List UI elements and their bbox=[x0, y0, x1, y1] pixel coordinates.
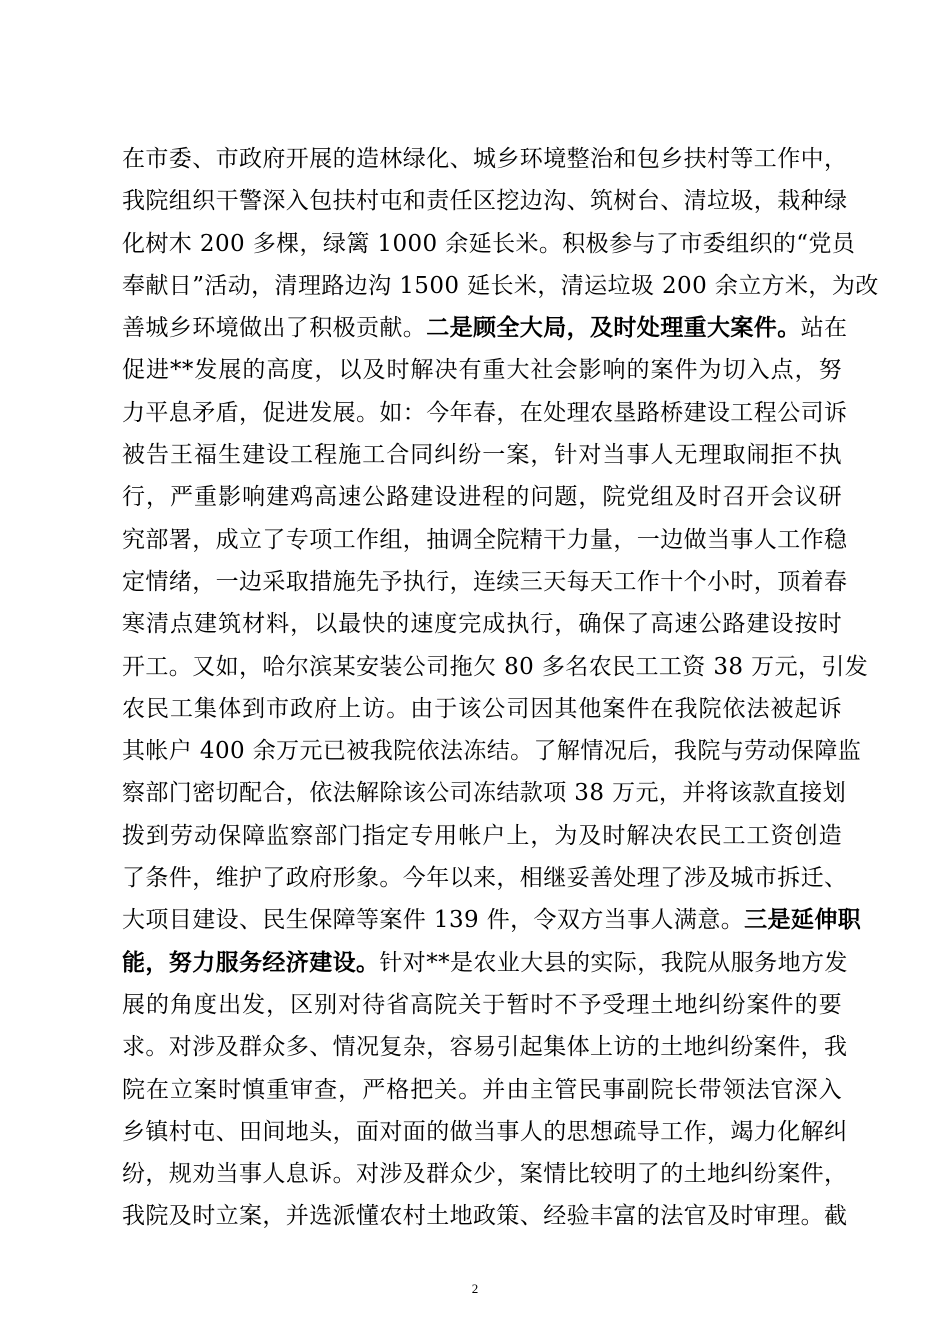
text-line bbox=[122, 942, 848, 984]
body-paragraph bbox=[122, 138, 879, 1238]
text-line bbox=[122, 519, 848, 561]
bold-heading-segment: 二是顾全大局，及时处理重大案件。 bbox=[426, 314, 801, 342]
text-line bbox=[122, 349, 842, 391]
text-line bbox=[122, 392, 848, 434]
text-line bbox=[122, 984, 842, 1026]
text-segment: 院在立案时慎重审查，严格把关。并由主管民事副院长带领法官深入 bbox=[122, 1076, 842, 1103]
text-line bbox=[122, 1111, 848, 1153]
text-segment: 察部门密切配合，依法解除该公司冻结款项 38 万元，并将该款直接划 bbox=[122, 780, 847, 807]
text-line bbox=[122, 899, 862, 941]
text-line bbox=[122, 434, 842, 476]
bold-heading-segment: 能，努力服务经济建设。 bbox=[122, 948, 380, 976]
text-segment: 我院及时立案，并选派懂农村土地政策、经验丰富的法官及时审理。截 bbox=[122, 1203, 848, 1230]
text-segment: 力平息矛盾，促进发展。如：今年春，在处理农垦路桥建设工程公司诉 bbox=[122, 399, 848, 426]
text-line bbox=[122, 603, 842, 645]
text-line bbox=[122, 561, 848, 603]
text-segment: 促进**发展的高度，以及时解决有重大社会影响的案件为切入点，努 bbox=[122, 357, 842, 384]
text-line bbox=[122, 772, 847, 814]
text-segment: 开工。又如，哈尔滨某安装公司拖欠 80 多名农民工工资 38 万元，引发 bbox=[122, 653, 869, 680]
text-line bbox=[122, 1069, 842, 1111]
text-line bbox=[122, 646, 869, 688]
text-segment: 寒清点建筑材料，以最快的速度完成执行，确保了高速公路建设按时 bbox=[122, 611, 842, 638]
text-line bbox=[122, 180, 848, 222]
text-line bbox=[122, 1026, 848, 1068]
text-segment: 在市委、市政府开展的造林绿化、城乡环境整治和包乡扶村等工作中， bbox=[122, 146, 848, 172]
text-line bbox=[122, 1153, 848, 1195]
text-segment: 究部署，成立了专项工作组，抽调全院精干力量，一边做当事人工作稳 bbox=[122, 526, 848, 553]
text-segment: 针对**是农业大县的实际，我院从服务地方发 bbox=[379, 949, 848, 976]
text-segment: 大项目建设、民生保障等案件 139 件，令双方当事人满意。 bbox=[122, 907, 745, 934]
page-number: 2 bbox=[471, 1281, 479, 1296]
text-segment: 求。对涉及群众多、情况复杂，容易引起集体上访的土地纠纷案件，我 bbox=[122, 1034, 848, 1061]
text-line bbox=[122, 223, 856, 265]
text-segment: 了条件，维护了政府形象。今年以来，相继妥善处理了涉及城市拆迁、 bbox=[122, 865, 848, 892]
text-line bbox=[122, 138, 848, 180]
text-segment: 展的角度出发，区别对待省高院关于暂时不予受理土地纠纷案件的要 bbox=[122, 991, 842, 1018]
text-line bbox=[122, 730, 862, 772]
text-segment: 善城乡环境做出了积极贡献。 bbox=[122, 315, 427, 342]
text-line bbox=[122, 307, 848, 349]
text-line bbox=[122, 688, 842, 730]
text-segment: 纷，规劝当事人息诉。对涉及群众少，案情比较明了的土地纠纷案件， bbox=[122, 1161, 848, 1188]
text-line bbox=[122, 1195, 848, 1237]
text-segment: 拨到劳动保障监察部门指定专用帐户上，为及时解决农民工工资创造 bbox=[122, 822, 842, 849]
text-line bbox=[122, 265, 879, 307]
text-line bbox=[122, 815, 842, 857]
text-segment: 化树木 200 多棵，绿篱 1000 余延长米。积极参与了市委组织的“党员 bbox=[122, 230, 856, 257]
bold-heading-segment: 三是延伸职 bbox=[744, 906, 862, 934]
text-segment: 农民工集体到市政府上访。由于该公司因其他案件在我院依法被起诉 bbox=[122, 695, 842, 722]
text-line bbox=[122, 857, 848, 899]
text-segment: 被告王福生建设工程施工合同纠纷一案，针对当事人无理取闹拒不执 bbox=[122, 442, 842, 469]
text-line bbox=[122, 476, 842, 518]
text-segment: 乡镇村屯、田间地头，面对面的做当事人的思想疏导工作，竭力化解纠 bbox=[122, 1118, 848, 1145]
text-segment: 奉献日”活动，清理路边沟 1500 延长米，清运垃圾 200 余立方米，为改 bbox=[122, 272, 879, 299]
text-segment: 站在 bbox=[800, 315, 848, 342]
text-segment: 我院组织干警深入包扶村屯和责任区挖边沟、筑树台、清垃圾，栽种绿 bbox=[122, 188, 848, 215]
text-segment: 其帐户 400 余万元已被我院依法冻结。了解情况后，我院与劳动保障监 bbox=[122, 738, 862, 765]
text-segment: 定情绪，一边采取措施先予执行，连续三天每天工作十个小时，顶着春 bbox=[122, 568, 848, 595]
text-segment: 行，严重影响建鸡高速公路建设进程的问题，院党组及时召开会议研 bbox=[122, 484, 842, 511]
